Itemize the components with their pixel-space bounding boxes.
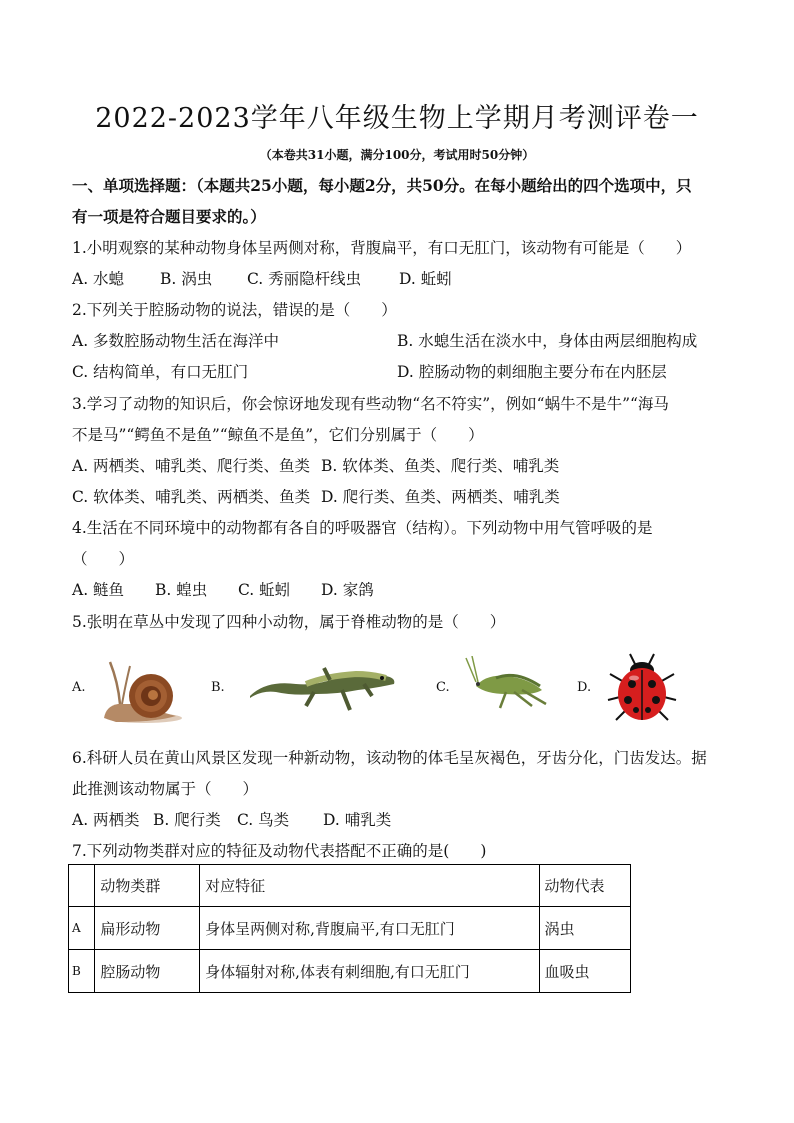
snail-icon (96, 652, 184, 726)
q2-option-a: A. 多数腔肠动物生活在海洋中 (72, 332, 280, 350)
q6-option-a: A. 两栖类 (72, 811, 140, 829)
q4-option-c: C. 蚯蚓 (238, 581, 291, 599)
table-row (69, 950, 631, 993)
q4-stem-line1: 4.生活在不同环境中的动物都有各自的呼吸器官（结构）。下列动物中用气管呼吸的是 (72, 519, 653, 537)
q4-option-b: B. 蝗虫 (155, 581, 208, 599)
table-header-cell: 动物类群 (95, 865, 200, 907)
q3-stem-line1: 3.学习了动物的知识后，你会惊讶地发现有些动物“名不符实”，例如“蜗牛不是牛”“海马 (72, 395, 669, 413)
q6-stem-line2: 此推测该动物属于（ ） (72, 780, 259, 798)
q1-option-a: A. 水螅 (72, 270, 125, 288)
table-cell: 身体呈两侧对称,背腹扁平,有口无肛门 (200, 907, 539, 950)
q7-table (68, 864, 631, 993)
table-row (69, 907, 631, 950)
grasshopper-icon (462, 656, 548, 714)
table-header-cell (69, 865, 95, 907)
q6-option-b: B. 爬行类 (153, 811, 221, 829)
ladybug-icon (606, 652, 678, 724)
q5-stem: 5.张明在草丛中发现了四种小动物，属于脊椎动物的是（ ） (72, 613, 506, 631)
table-header-cell: 对应特征 (200, 865, 539, 907)
q3-option-a: A. 两栖类、哺乳类、爬行类、鱼类 (72, 457, 311, 475)
table-header-row (69, 865, 631, 907)
q5-option-b-label: B. (211, 680, 225, 695)
q3-stem-line2: 不是马”“鳄鱼不是鱼”“鲸鱼不是鱼”，它们分别属于（ ） (72, 426, 484, 444)
table-cell: B (69, 950, 95, 993)
q2-option-d: D. 腔肠动物的刺细胞主要分布在内胚层 (397, 363, 667, 381)
table-cell: 腔肠动物 (95, 950, 200, 993)
q1-option-b: B. 涡虫 (160, 270, 213, 288)
table-cell: 涡虫 (539, 907, 630, 950)
table-cell: 身体辐射对称,体表有刺细胞,有口无肛门 (200, 950, 539, 993)
table-cell: A (69, 907, 95, 950)
q2-option-c: C. 结构简单，有口无肛门 (72, 363, 249, 381)
table-cell: 血吸虫 (539, 950, 630, 993)
lizard-icon (246, 660, 398, 718)
q3-option-d: D. 爬行类、鱼类、两栖类、哺乳类 (321, 488, 560, 506)
section-heading-line2: 有一项是符合题目要求的。） (72, 207, 266, 226)
page-title: 2022-2023学年八年级生物上学期月考测评卷一 (95, 103, 699, 134)
q3-option-c: C. 软体类、哺乳类、两栖类、鱼类 (72, 488, 311, 506)
table-header-cell: 动物代表 (539, 865, 630, 907)
q6-stem-line1: 6.科研人员在黄山风景区发现一种新动物，该动物的体毛呈灰褐色，牙齿分化，门齿发达。据 (72, 749, 707, 767)
q2-stem: 2.下列关于腔肠动物的说法，错误的是（ ） (72, 301, 397, 319)
q5-option-d-label: D. (577, 680, 592, 695)
table-cell: 扁形动物 (95, 907, 200, 950)
q2-option-b: B. 水螅生活在淡水中，身体由两层细胞构成 (397, 332, 698, 350)
page-subtitle: （本卷共31小题，满分100分，考试用时50分钟） (259, 148, 535, 162)
q6-option-d: D. 哺乳类 (323, 811, 392, 829)
q4-option-a: A. 鲢鱼 (72, 581, 125, 599)
q1-option-c: C. 秀丽隐杆线虫 (247, 270, 362, 288)
q3-option-b: B. 软体类、鱼类、爬行类、哺乳类 (321, 457, 560, 475)
q6-option-c: C. 鸟类 (237, 811, 290, 829)
q4-stem-line2: （ ） (72, 550, 135, 568)
q1-stem: 1.小明观察的某种动物身体呈两侧对称，背腹扁平，有口无肛门，该动物有可能是（ ） (72, 239, 692, 257)
q5-option-c-label: C. (436, 680, 450, 695)
q7-stem: 7.下列动物类群对应的特征及动物代表搭配不正确的是( ) (72, 842, 487, 860)
section-heading-line1: 一、单项选择题：（本题共25小题，每小题2分，共50分。在每小题给出的四个选项中，只 (72, 176, 692, 195)
q4-option-d: D. 家鸽 (321, 581, 374, 599)
q1-option-d: D. 蚯蚓 (399, 270, 452, 288)
q5-option-a-label: A. (72, 680, 86, 695)
